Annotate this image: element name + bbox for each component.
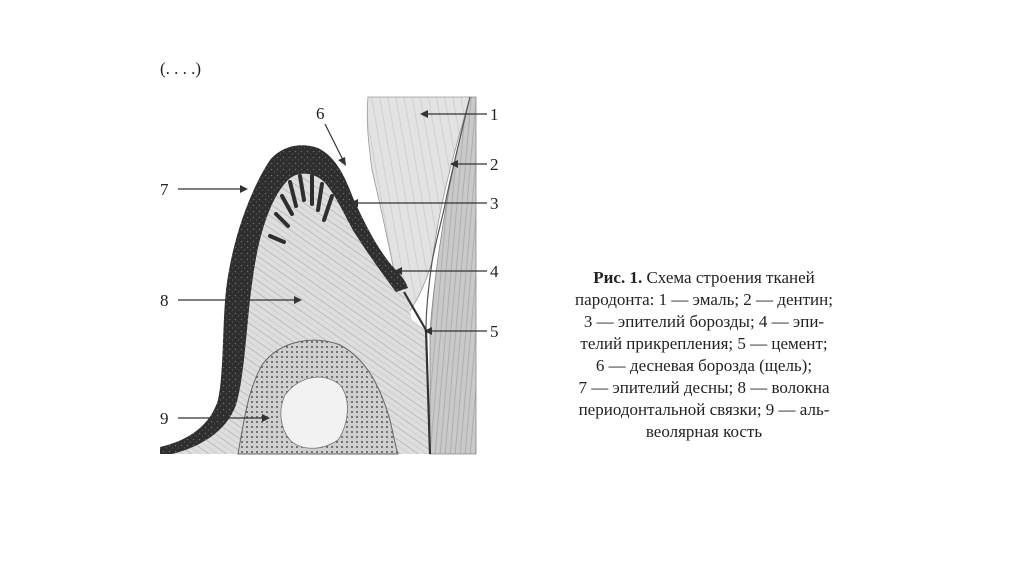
callout-label-8: 8 (160, 291, 169, 310)
callout-label-7: 7 (160, 180, 169, 199)
callout-label-2: 2 (490, 155, 499, 174)
caption-line-6: 7 — эпителий десны; 8 — волокна (578, 378, 830, 397)
caption-line-7: периодонтальной связки; 9 — аль- (578, 400, 830, 419)
arrowhead-6 (338, 157, 346, 166)
caption-line-1 (528, 267, 880, 289)
caption-line-1-text: Схема строения тканей (646, 268, 815, 287)
caption-line-5: 6 — десневая борозда (щель); (595, 356, 813, 375)
callout-label-5: 5 (490, 322, 499, 341)
caption-line-4: телий прикрепления; 5 — цемент; (580, 334, 828, 353)
callout-label-6: 6 (316, 104, 325, 123)
caption-prefix: Рис. 1. (593, 268, 643, 287)
callout-label-9: 9 (160, 409, 169, 428)
caption-line-8: веолярная кость (645, 422, 763, 441)
callout-label-1: 1 (490, 105, 499, 124)
caption-line-2: пародонта: 1 — эмаль; 2 — дентин; (575, 290, 833, 309)
top-scribble: (. . . .) (160, 59, 202, 78)
figure-caption (528, 267, 880, 443)
callout-label-4: 4 (490, 262, 499, 281)
callout-label-3: 3 (490, 194, 499, 213)
caption-line-3: 3 — эпителий борозды; 4 — эпи- (583, 312, 825, 331)
arrowhead-7 (240, 185, 248, 193)
